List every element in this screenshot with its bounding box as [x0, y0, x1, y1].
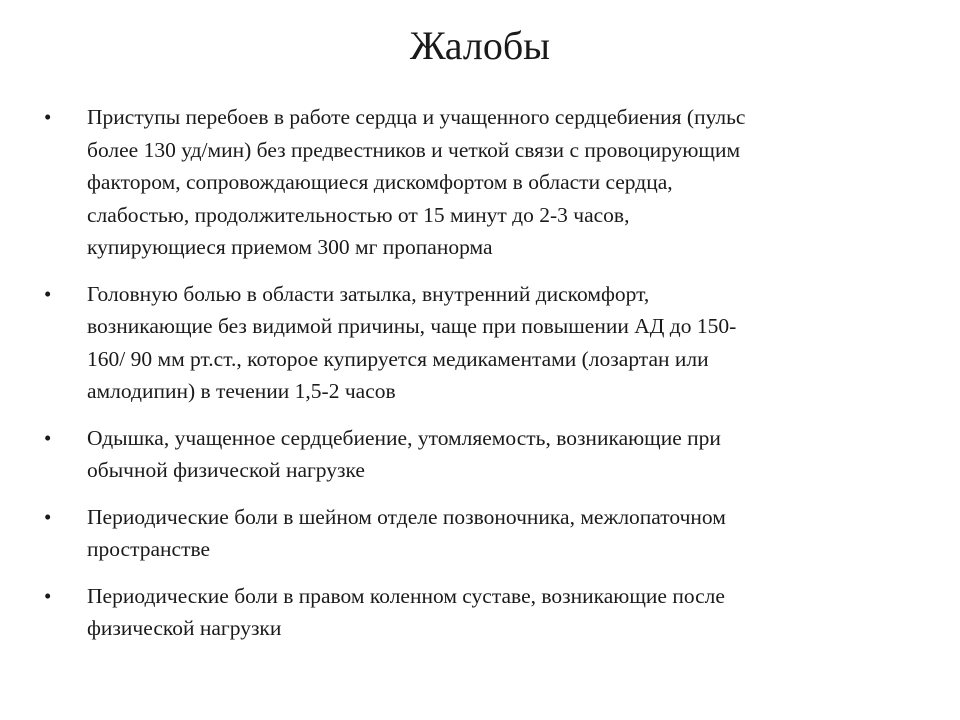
text-line: слабостью, продолжительностью от 15 минут до 2-3 часов, — [87, 202, 630, 227]
text-line: Периодические боли в шейном отделе позвоночника, межлопаточном — [87, 504, 726, 529]
text-line: Головную болью в области затылка, внутренний дискомфорт, — [87, 281, 650, 306]
bullet-icon: • — [44, 105, 52, 129]
list-item-text — [87, 101, 924, 264]
list-item-text — [87, 580, 924, 645]
text-line: амлодипин) в течении 1,5-2 часов — [87, 379, 396, 403]
list-item — [44, 580, 924, 645]
bullet-icon: • — [44, 281, 52, 306]
text-line: фактором, сопровождающиеся дискомфортом в области сердца, — [87, 170, 673, 194]
text-line: купирующиеся приемом 300 мг пропанорма — [87, 235, 493, 259]
list-item — [44, 501, 924, 566]
text-line: физической нагрузки — [87, 616, 282, 640]
list-item-text — [87, 422, 924, 487]
text-line: пространстве — [87, 537, 211, 561]
bullet-icon: • — [44, 425, 52, 450]
slide-title: Жалобы — [409, 23, 551, 68]
text-line: Приступы перебоев в работе сердца и учащенного сердцебиения (пульс — [87, 105, 746, 129]
text-line: 160/ 90 мм рт.ст., которое купируется медикаментами (лозартан или — [87, 346, 709, 371]
bullet-icon: • — [44, 504, 52, 529]
complaints-list — [44, 101, 924, 659]
text-line: Периодические боли в правом коленном суставе, возникающие после — [87, 583, 725, 608]
bullet-icon: • — [44, 583, 52, 608]
text-line: возникающие без видимой причины, чаще при повышении АД до 150- — [87, 314, 737, 338]
text-line: обычной физической нагрузке — [87, 458, 365, 482]
list-item-text — [87, 278, 924, 408]
list-item — [44, 422, 924, 487]
list-item — [44, 101, 924, 264]
text-line: Одышка, учащенное сердцебиение, утомляемость, возникающие при — [87, 425, 721, 450]
list-item-text — [87, 501, 924, 566]
list-item — [44, 278, 924, 408]
text-line: более 130 уд/мин) без предвестников и четкой связи с провоцирующим — [87, 137, 741, 162]
